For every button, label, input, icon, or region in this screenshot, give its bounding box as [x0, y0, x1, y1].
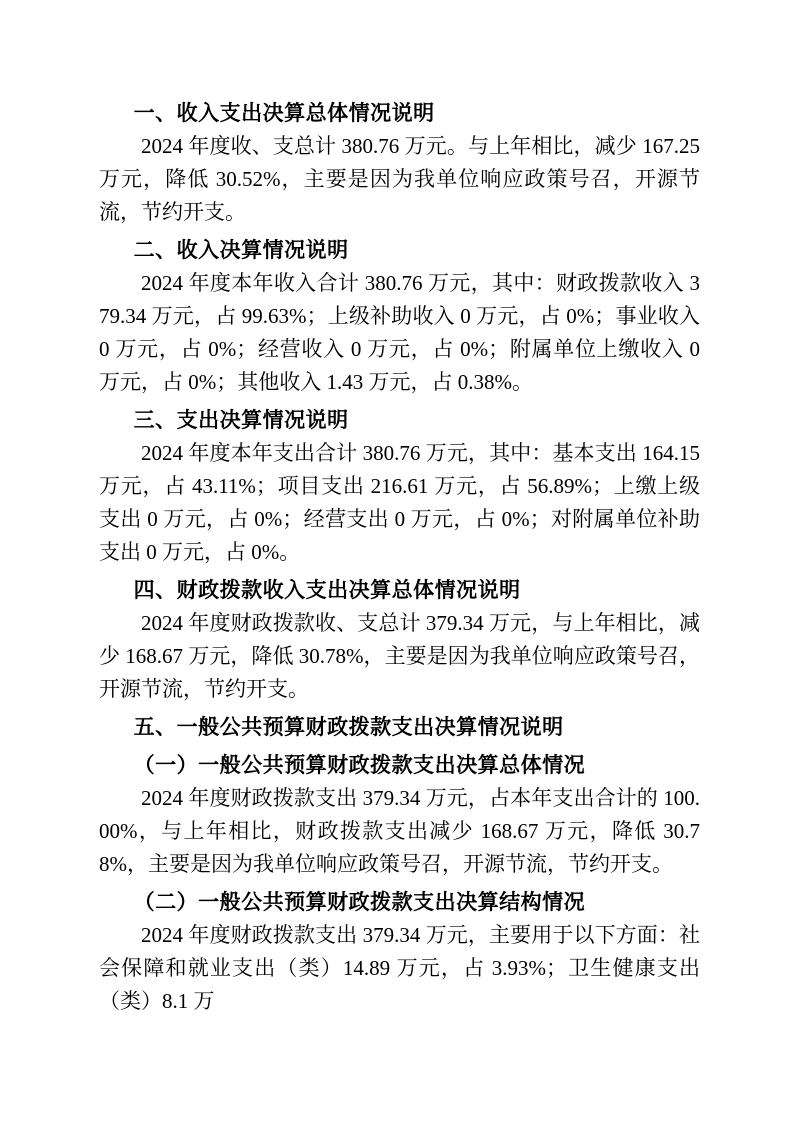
paragraph-general-public-budget-overall: 2024 年度财政拨款支出 379.34 万元，占本年支出合计的 100.00%，与上年相比，财政拨款支出减少 168.67 万元，降低 30.78%，主要是因为我单位响应政策号召，开源节流，节约开支。	[99, 786, 700, 876]
subheading-general-public-budget-structure: （二）一般公共预算财政拨款支出决算结构情况	[133, 891, 586, 914]
paragraph-income-accounts: 2024 年度本年收入合计 380.76 万元，其中：财政拨款收入 379.34 万元，占 99.63%；上级补助收入 0 万元，占 0%；事业收入 0 万元，占 0%；经营收入 0 万元，占 0%；附属单位上缴收入 0 万元，占 0%；其他收入 1.43 万元，占 0.38%。	[99, 271, 700, 394]
heading-fiscal-appropriation-overview: 四、财政拨款收入支出决算总体情况说明	[133, 579, 521, 602]
heading-expenditure-accounts: 三、支出决算情况说明	[133, 409, 349, 432]
heading-income-expenditure-overview: 一、收入支出决算总体情况说明	[133, 102, 435, 125]
subheading-general-public-budget-overall: （一）一般公共预算财政拨款支出决算总体情况	[133, 754, 586, 777]
heading-general-public-budget-expenditure: 五、一般公共预算财政拨款支出决算情况说明	[133, 716, 564, 739]
paragraph-income-expenditure-overview: 2024 年度收、支总计 380.76 万元。与上年相比，减少 167.25 万元，降低 30.52%，主要是因为我单位响应政策号召，开源节流，节约开支。	[99, 134, 700, 224]
paragraph-general-public-budget-structure: 2024 年度财政拨款支出 379.34 万元，主要用于以下方面：社会保障和就业支出（类）14.89 万元，占 3.93%；卫生健康支出（类）8.1 万	[99, 923, 700, 1013]
paragraph-fiscal-appropriation-overview: 2024 年度财政拨款收、支总计 379.34 万元，与上年相比，减少 168.67 万元，降低 30.78%，主要是因为我单位响应政策号召，开源节流，节约开支。	[99, 611, 700, 701]
heading-income-accounts: 二、收入决算情况说明	[133, 239, 349, 262]
paragraph-expenditure-accounts: 2024 年度本年支出合计 380.76 万元，其中：基本支出 164.15 万元，占 43.11%；项目支出 216.61 万元，占 56.89%；上缴上级支出 0 万元，占 0%；经营支出 0 万元，占 0%；对附属单位补助支出 0 万元，占 0%。	[99, 441, 700, 564]
